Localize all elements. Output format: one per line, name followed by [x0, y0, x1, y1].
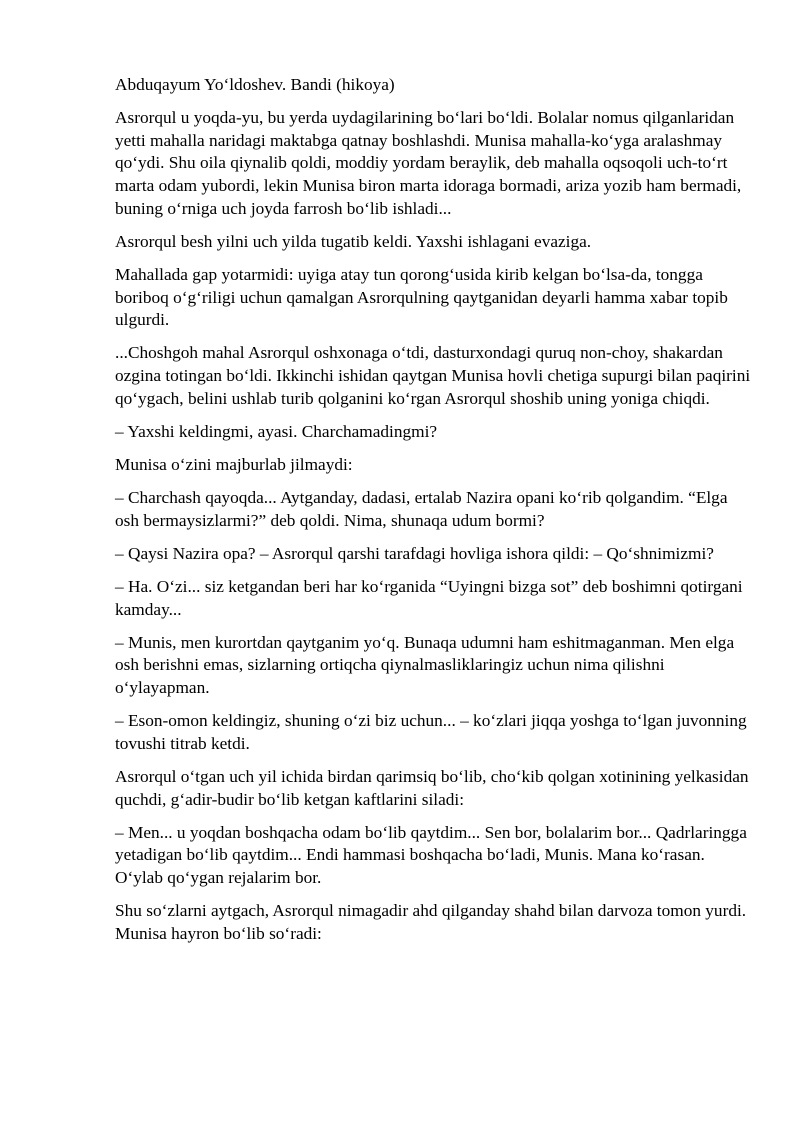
- paragraph: – Yaxshi keldingmi, ayasi. Charchamadingmi?: [115, 421, 438, 441]
- paragraph: – Ha. O‘zi... siz ketgandan beri har ko‘rganida “Uyingni bizga sot” deb boshimni qotirgani kamday...: [115, 577, 743, 619]
- document-page: [115, 74, 755, 956]
- paragraph: Asrorqul besh yilni uch yilda tugatib keldi. Yaxshi ishlagani evaziga.: [115, 231, 592, 251]
- paragraph: Asrorqul o‘tgan uch yil ichida birdan qarimsiq bo‘lib, cho‘kib qolgan xotinining yelkasidan quchdi, g‘adir-budir bo‘lib ketgan kaftlarini siladi:: [115, 766, 749, 809]
- paragraph: – Qaysi Nazira opa? – Asrorqul qarshi tarafdagi hovliga ishora qildi: – Qo‘shnimizmi?: [115, 543, 714, 563]
- paragraph: ...Choshgoh mahal Asrorqul oshxonaga o‘tdi, dasturxondagi quruq non-choy, shakardan ozgina totingan bo‘ldi. Ikkinchi ishidan qaytgan Munisa hovli chetiga supurgi bilan paqirini qo‘ygach, belini ushlab turib qolganini ko‘rgan Asrorqul shoshib uning yoniga chiqdi.: [115, 343, 751, 408]
- paragraph: – Eson-omon keldingiz, shuning o‘zi biz uchun... – ko‘zlari jiqqa yoshga to‘lgan juvonning tovushi titrab ketdi.: [115, 711, 747, 753]
- paragraph: – Charchash qayoqda... Aytganday, dadasi, ertalab Nazira opani ko‘rib qolgandim. “Elga osh bermaysizlarmi?” deb qoldi. Nima, shunaqa udum bormi?: [115, 488, 728, 530]
- paragraph: Munisa o‘zini majburlab jilmaydi:: [115, 454, 353, 474]
- paragraph: Asrorqul u yoqda-yu, bu yerda uydagilarining bo‘lari bo‘ldi. Bolalar nomus qilganlaridan yetti mahalla naridagi maktabga qatnay boshlashdi. Munisa mahalla-ko‘yga aralashmay qo‘ydi. Shu oila qiynalib qoldi, moddiy yordam beraylik, deb mahalla oqsoqoli uch-to‘rt marta odam yubordi, lekin Munisa biron marta idoraga bormadi, ariza yozib ham bermadi, buning o‘rniga uch joyda farrosh bo‘lib ishladi...: [115, 108, 742, 218]
- document-title: Abduqayum Yo‘ldoshev. Bandi (hikoya): [115, 75, 395, 94]
- paragraph: – Men... u yoqdan boshqacha odam bo‘lib qaytdim... Sen bor, bolalarim bor... Qadrlaringga yetadigan bo‘lib qaytdim... Endi hammasi boshqacha bo‘ladi, Munis. Mana ko‘rasan. O‘ylab qo‘ygan rejalarim bor.: [115, 822, 747, 887]
- paragraph: Mahallada gap yotarmidi: uyiga atay tun qorong‘usida kirib kelgan bo‘lsa-da, tongga boriboq o‘g‘riligi uchun qamalgan Asrorqulning qaytganidan deyarli hamma xabar topib ulgurdi.: [115, 264, 728, 330]
- paragraph: – Munis, men kurortdan qaytganim yo‘q. Bunaqa udumni ham eshitmaganman. Men elga osh berishni emas, sizlarning ortiqcha qiynalmasliklaringiz uchun nima qilishni o‘ylayapman.: [115, 632, 735, 697]
- paragraph: Shu so‘zlarni aytgach, Asrorqul nimagadir ahd qilganday shahd bilan darvoza tomon yurdi. Munisa hayron bo‘lib so‘radi:: [115, 901, 747, 943]
